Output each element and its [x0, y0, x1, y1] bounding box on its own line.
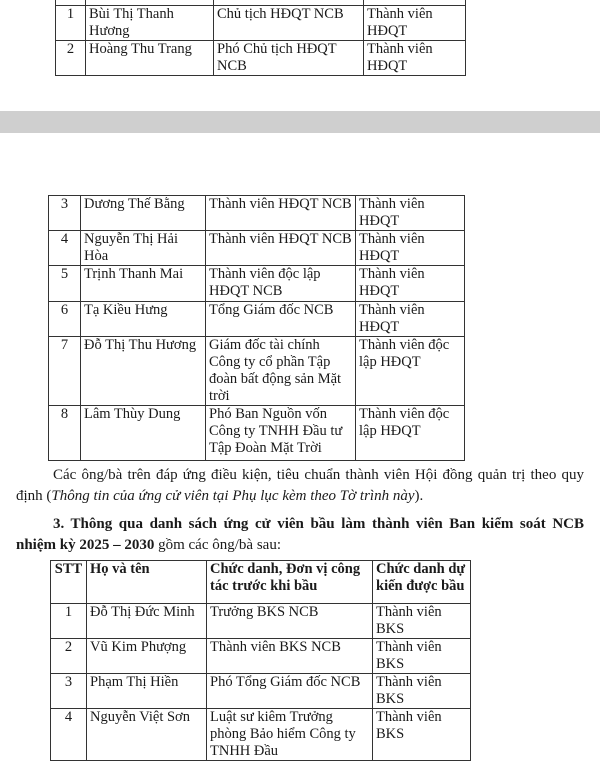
expected-cell: Thành viên HĐQT	[364, 41, 466, 76]
position-cell: Phó Chủ tịch HĐQT NCB	[214, 41, 364, 76]
header-stt: STT	[51, 561, 87, 604]
expected-cell: Thành viên HĐQT	[356, 266, 465, 302]
expected-cell: Thành viên HĐQT	[356, 196, 465, 231]
table-row	[49, 302, 465, 337]
table-row	[51, 709, 471, 761]
header-position: Chức danh, Đơn vị công tác trước khi bầu	[207, 561, 373, 604]
table-row	[49, 196, 465, 231]
stt-cell: 2	[56, 41, 86, 76]
stt-cell: 2	[51, 639, 87, 674]
name-cell: Vũ Kim Phượng	[87, 639, 207, 674]
expected-cell: Thành viên HĐQT	[364, 6, 466, 41]
position-cell: Tổng Giám đốc NCB	[206, 302, 356, 337]
section-3-rest: gồm các ông/bà sau:	[154, 537, 281, 553]
position-cell: Chủ tịch HĐQT NCB	[214, 6, 364, 41]
stt-cell: 6	[49, 302, 81, 337]
name-cell: Lâm Thùy Dung	[81, 406, 206, 461]
table-row	[51, 604, 471, 639]
table-header-row	[51, 561, 471, 604]
expected-cell: Thành viên HĐQT	[356, 231, 465, 266]
table-row	[49, 266, 465, 302]
header-expected: Chức danh dự kiến được bầu	[373, 561, 471, 604]
table-row	[49, 231, 465, 266]
hdqt-table-part1	[55, 0, 466, 76]
hdqt-table-part2	[48, 195, 465, 461]
expected-cell: Thành viên BKS	[373, 674, 471, 709]
name-cell: Đỗ Thị Đức Minh	[87, 604, 207, 639]
position-cell: Trưởng BKS NCB	[207, 604, 373, 639]
table-row	[51, 639, 471, 674]
name-cell: Nguyễn Việt Sơn	[87, 709, 207, 761]
position-cell: Thành viên BKS NCB	[207, 639, 373, 674]
position-cell: Giám đốc tài chính Công ty cổ phần Tập đoàn bất động sản Mặt trời	[206, 337, 356, 406]
position-cell: Thành viên độc lập HĐQT NCB	[206, 266, 356, 302]
stt-cell: 4	[49, 231, 81, 266]
header-name: Họ và tên	[87, 561, 207, 604]
name-cell: Nguyễn Thị Hải Hòa	[81, 231, 206, 266]
name-cell: Trịnh Thanh Mai	[81, 266, 206, 302]
stt-cell: 3	[49, 196, 81, 231]
stt-cell: 7	[49, 337, 81, 406]
section-3-bold: 3. Thông qua danh sách ứng cử viên bầu làm thành viên Ban kiểm soát NCB nhiệm kỳ 2025 – 2030	[16, 516, 584, 553]
paragraph-end: ).	[414, 488, 424, 504]
stt-cell: 8	[49, 406, 81, 461]
position-cell: Thành viên HĐQT NCB	[206, 196, 356, 231]
name-cell: Phạm Thị Hiền	[87, 674, 207, 709]
position-cell: Thành viên HĐQT NCB	[206, 231, 356, 266]
name-cell: Đỗ Thị Thu Hương	[81, 337, 206, 406]
position-cell: Phó Ban Nguồn vốn Công ty TNHH Đầu tư Tập Đoàn Mặt Trời	[206, 406, 356, 461]
name-cell: Dương Thế Bằng	[81, 196, 206, 231]
stt-cell: 1	[51, 604, 87, 639]
position-cell: Phó Tổng Giám đốc NCB	[207, 674, 373, 709]
table-row	[56, 6, 466, 41]
expected-cell: Thành viên HĐQT	[356, 302, 465, 337]
position-cell: Luật sư kiêm Trưởng phòng Bảo hiểm Công ty TNHH Đầu	[207, 709, 373, 761]
section-3-heading	[16, 514, 584, 556]
expected-cell: Thành viên BKS	[373, 709, 471, 761]
expected-cell: Thành viên BKS	[373, 604, 471, 639]
expected-cell: Thành viên độc lập HĐQT	[356, 406, 465, 461]
page-break-divider	[0, 111, 600, 133]
table-row	[49, 337, 465, 406]
paragraph-qualification	[16, 465, 584, 507]
table-row	[49, 406, 465, 461]
name-cell: Bùi Thị Thanh Hương	[86, 6, 214, 41]
stt-cell: 1	[56, 6, 86, 41]
table-row	[51, 674, 471, 709]
table-row	[56, 41, 466, 76]
expected-cell: Thành viên độc lập HĐQT	[356, 337, 465, 406]
stt-cell: 4	[51, 709, 87, 761]
name-cell: Tạ Kiều Hưng	[81, 302, 206, 337]
paragraph-italic: Thông tin của ứng cử viên tại Phụ lục kèm theo Tờ trình này	[51, 488, 415, 504]
expected-cell: Thành viên BKS	[373, 639, 471, 674]
stt-cell: 5	[49, 266, 81, 302]
name-cell: Hoàng Thu Trang	[86, 41, 214, 76]
stt-cell: 3	[51, 674, 87, 709]
paragraph-text: Các ông/bà trên đáp ứng điều kiện, tiêu chuẩn thành viên Hội đồng quản trị theo quy định (	[16, 467, 584, 504]
bks-table	[50, 560, 471, 761]
